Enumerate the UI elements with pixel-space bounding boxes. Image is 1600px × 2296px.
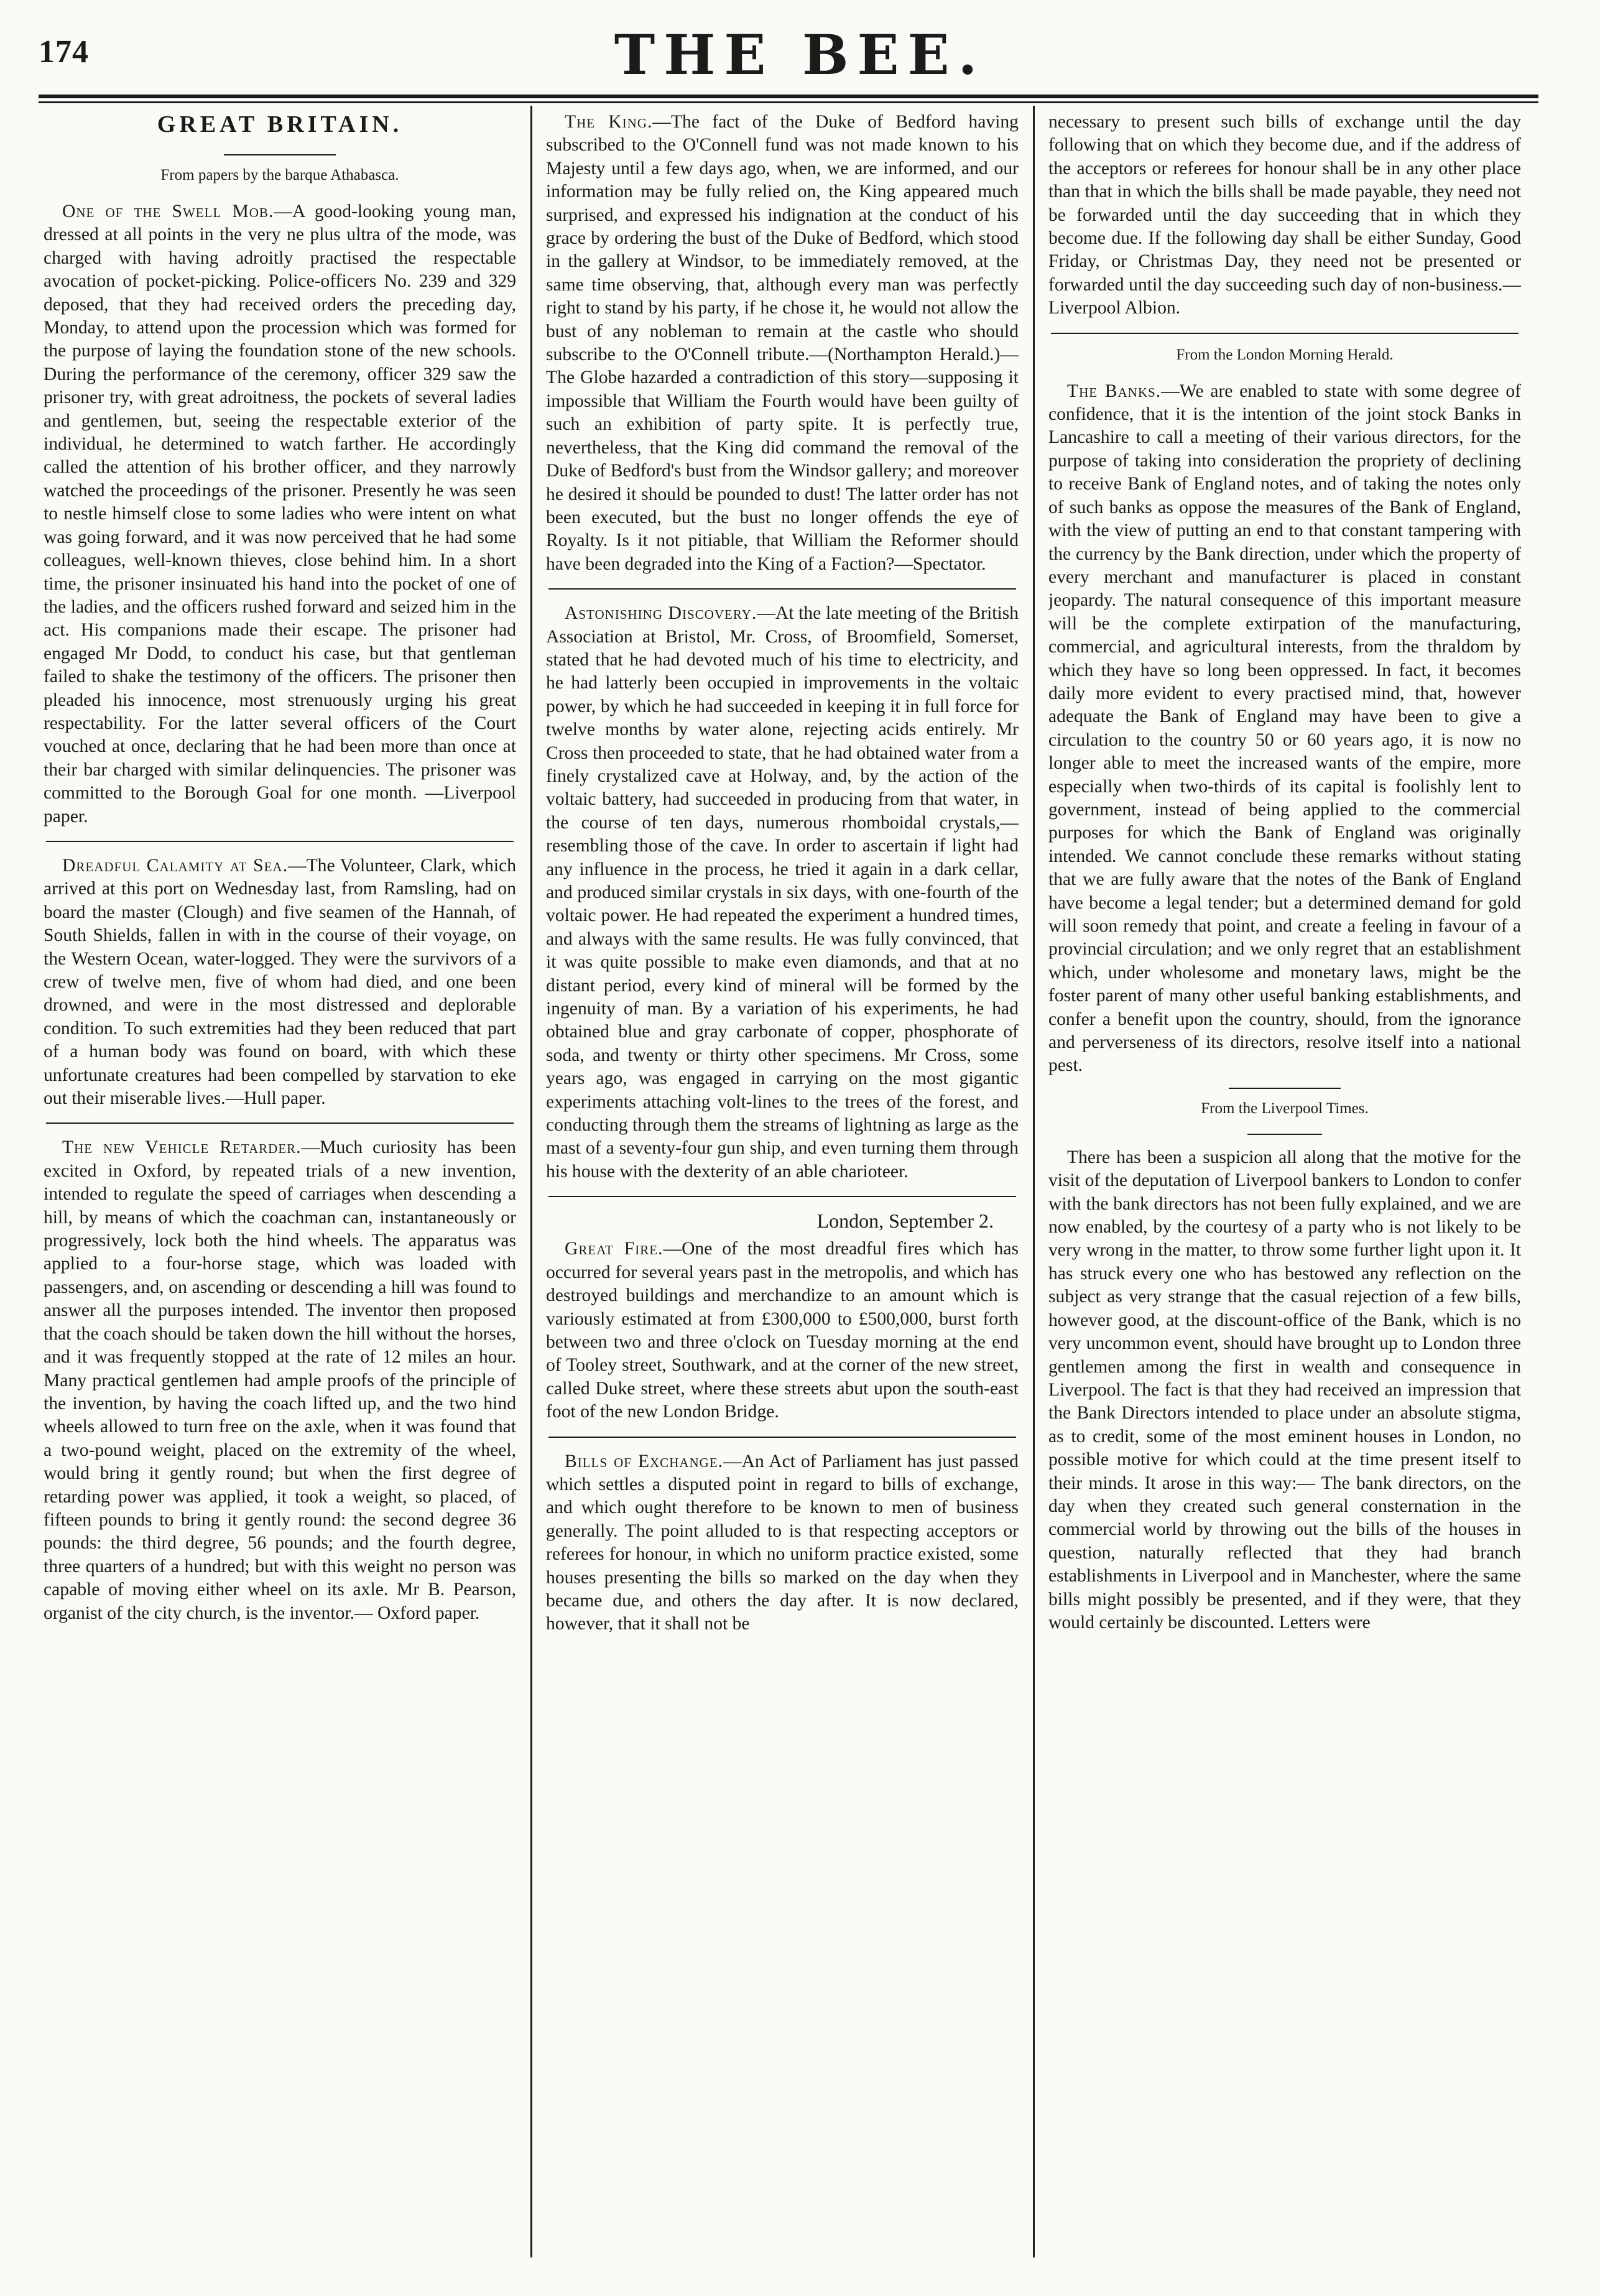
- source-line: From papers by the barque Athabasca.: [160, 167, 399, 183]
- masthead-rule-thick: [39, 95, 1538, 98]
- article-divider: [1051, 333, 1519, 334]
- article-calamity-at-sea: [44, 854, 516, 1110]
- article-kicker: Astonishing Discovery.: [565, 603, 757, 624]
- article-body: —Much curiosity has been excited in Oxford, by repeated trials of a new invention, intended to regulate the speed of carriages when descending a hill, by means of which the coachman can, instantaneously or progressively, lock both the hind wheels. The apparatus was applied to a four-horse stage, which was loaded with passengers, and, on ascending or descending a hill was found to answer all the purposes intended. The inventor then proposed that the coach should be taken down the hill without the horses, and it was frequently stopped at the rate of 12 miles an hour. Many practical gentlemen had ample proofs of the principle of the invention, by having the coach lifted up, and the two hind wheels allowed to turn free on the axle, when it was found that a two-pound weight, placed on the extremity of the wheel, would bring it gently round; but when the first degree of retarding power was applied, it took a weight, so placed, of fifteen pounds to bring it gently round: the second degree 36 pounds: the third degree, 56 pounds; and the fourth degree, three quarters of a hundred; but with this weight no person was capable of moving either wheel on its axle. Mr B. Pearson, organist of the city church, is the inventor.— Oxford paper.: [44, 1137, 516, 1623]
- article-astonishing-discovery: [546, 602, 1019, 1183]
- article-body: —The Volunteer, Clark, which arrived at this port on Wednesday last, from Ramsling, had on board the master (Clough) and five seamen of the Hannah, of South Shields, fallen in with in the course of their voyage, on the Western Ocean, water-logged. They were the survivors of a crew of twelve men, five of whom had died, and one been drowned, and were in the most distressed and deplorable condition. To such extremities had they been reduced that part of a human body was found on board, with which these unfortunate creatures had been compelled by starvation to eke out their miserable lives.—Hull paper.: [44, 855, 516, 1109]
- article-body: —We are enabled to state with some degree of confidence, that it is the intention of the joint stock Banks in Lancashire to call a meeting of their various directors, for the purpose of taking into consideration the propriety of declining to receive Bank of England notes, and of taking the notes only of such banks as oppose the measures of the Bank of England, with the view of putting an end to that constant tampering with the currency by the Bank direction, under which the property of every merchant and manufacturer is placed in constant jeopardy. The natural consequence of this important measure will be the complete extirpation of the manufacturing, commercial, and agricultural interests, from the thraldom by which they have so long been oppressed. In fact, it becomes daily more evident to every practised mind, that, however adequate the Bank of England may have been to give a circulation to the country 50 or 60 years ago, it is now no longer able to meet the increased wants of the empire, more especially when two-thirds of its capital is foolishly lent to government, instead of being applied to the commercial purposes for which the Bank of England was originally intended. We cannot conclude these remarks without stating that we are fully aware that the notes of the Bank of England have become a legal tender; but a determined demand for gold will soon remedy that point, and create a feeling in favour of a provincial circulation; and we only regret that an establishment which, under wholesome and monetary laws, might be the foster parent of many other useful banking establishments, and confer a benefit upon the country, should, from the ignorance and perverseness of its directors, resolve itself into a national pest.: [1048, 381, 1521, 1076]
- article-divider: [548, 1437, 1016, 1438]
- article-kicker: Great Fire.: [565, 1239, 664, 1259]
- article-kicker: One of the Swell Mob.: [62, 201, 274, 221]
- article-divider: [548, 588, 1016, 590]
- article-body: —An Act of Parliament has just passed which settles a disputed point in regard to bills of exchange, and which ought therefore to be known to men of business generally. The point alluded to is that respecting acceptors or referees for honour, in which no uniform practice existed, some houses presenting the bills so marked on the day when they became due, and others the day after. It is now declared, however, that it shall not be: [546, 1451, 1019, 1634]
- article-bills-of-exchange: [546, 1450, 1019, 1636]
- article-swell-mob: [44, 200, 516, 828]
- column-2: [546, 111, 1019, 2250]
- source-line: From the London Morning Herald.: [1176, 346, 1394, 363]
- article-body: —One of the most dreadful fires which has occurred for several years past in the metropolis, and which has destroyed buildings and merchandize to an amount which is variously estimated at from £300,000 to £500,000, burst forth between two and three o'clock on Tuesday morning at the end of Tooley street, Southwark, and at the corner of the new street, called Duke street, where these streets abut upon the south-east foot of the new London Bridge.: [546, 1239, 1019, 1422]
- article-the-banks: [1048, 380, 1521, 1078]
- article-continuation: necessary to present such bills of exchange until the day following that on which they become due, and if the address of the acceptors or referees for honour shall be in any other place than that in which the bills shall be made payable, they need not be forwarded until the day succeeding that in which they become due. If the following day shall be either Sunday, Good Friday, or Christmas Day, they need not be presented or forwarded until the day succeeding such day of non-business.— Liverpool Albion.: [1048, 112, 1521, 318]
- article-divider: [46, 841, 514, 842]
- column-1: [44, 111, 516, 2250]
- article-body: —At the late meeting of the British Association at Bristol, Mr. Cross, of Broomfield, Somerset, stated that he had devoted much of his time to electricity, and he had latterly been occupied in improvements in the voltaic power, by which he had succeeded in keeping it in full force for twelve months by water alone, rejecting acids entirely. Mr Cross then proceeded to state, that he had obtained water from a finely crystalized cave at Holway, and, by the action of the voltaic battery, had succeeded in producing from that water, in the course of ten days, numerous rhomboidal crystals,—resembling those of the cave. In order to ascertain if light had any influence in the process, he tried it again in a dark cellar, and produced similar crystals in six days, with one-fourth of the voltaic power. He had repeated the experiment a hundred times, and always with the same results. He was fully convinced, that it was quite possible to make even diamonds, and that at no distant period, every kind of mineral will be formed by the ingenuity of man. By a variation of his experiments, he had obtained blue and gray carbonate of copper, phosphorate of soda, and twenty or thirty other specimens. Mr Cross, some years ago, was engaged in carrying on the most gigantic experiments attaching volt-lines to the trees of the forest, and conducting through them the streams of lightning as large as the mast of a seventy-four gun ship, and even turning them through his house with the dexterity of an able charioteer.: [546, 603, 1019, 1182]
- article-vehicle-retarder: [44, 1136, 516, 1625]
- section-title: GREAT BRITAIN.: [157, 111, 403, 137]
- source-line: From the Liverpool Times.: [1201, 1099, 1369, 1117]
- article-great-fire: [546, 1238, 1019, 1423]
- masthead-rule-thin: [39, 101, 1538, 103]
- column-divider-1: [530, 106, 532, 2257]
- article-kicker: Dreadful Calamity at Sea.: [62, 855, 289, 876]
- article-kicker: Bills of Exchange.: [565, 1451, 724, 1471]
- dateline: London, September 2.: [816, 1210, 994, 1233]
- column-3: [1048, 111, 1521, 2250]
- section-rule: [1229, 1088, 1341, 1089]
- article-divider: [46, 1123, 514, 1124]
- article-kicker: The Banks.: [1067, 381, 1162, 401]
- article-liverpool-times: There has been a suspicion all along that the motive for the visit of the deputation of Liverpool bankers to London to confer with the bank directors has not been fully explained, and we are now enabled, by the courtesy of a party who is not likely to be very wrong in the matter, to throw some further light upon it. It has struck every one who has bestowed any reflection on the subject as very strange that the casual rejection of a few bills, however good, at the discount-office of the Bank, which is no very uncommon event, should have brought up to London three gentlemen among the first in wealth and consequence in Liverpool. The fact is that they had received an impression that the Bank Directors intended to place under an absolute stigma, as to credit, some of the most eminent houses in London, no possible motive for which could at the time present itself to their minds. It arose in this way:— The bank directors, on the day when they created such general consternation in the commercial world by throwing out the bills of the houses in question, naturally reflected that they had branch establishments in Liverpool and in Manchester, where the same bills might possibly be presented, and if they were, that they would certainly be discounted. Letters were: [1048, 1147, 1521, 1632]
- article-kicker: The new Vehicle Retarder.: [62, 1137, 302, 1158]
- article-body: —The fact of the Duke of Bedford having subscribed to the O'Connell fund was not made known to his Majesty until a few days ago, when, we are informed, and our information may be fully relied on, the King appeared much surprised, and expressed his indignation at the conduct of his grace by ordering the bust of the Duke of Bedford, which stood in the gallery at Windsor, to be immediately removed, at the same time observing, that, although every man was perfectly right to stand by his party, if he chose it, he would not allow the bust of any nobleman to remain at the castle who should subscribe to the O'Connell tribute.—(Northampton Herald.)—The Globe hazarded a contradiction of this story—supposing it impossible that William the Fourth would have been guilty of such an exhibition of party spite. It is perfectly true, nevertheless, that the King did command the removal of the Duke of Bedford's bust from the Windsor gallery; and moreover he desired it should be pounded to dust! The latter order has not been executed, but the bust no longer offends the eye of Royalty. Is it not pitiable, that William the Reformer should have been degraded into the King of a Faction?—Spectator.: [546, 112, 1019, 574]
- column-divider-2: [1033, 106, 1035, 2257]
- section-rule: [1247, 1134, 1322, 1135]
- article-body: —A good-looking young man, dressed at all points in the very ne plus ultra of the mode, was charged with having adroitly practised the respectable avocation of pocket-picking. Police-officers No. 239 and 329 deposed, that they had received orders the preceding day, Monday, to attend upon the procession which was formed for the purpose of laying the foundation stone of the new schools. During the performance of the ceremony, officer 329 saw the prisoner try, with great adroitness, the pockets of several ladies and gentlemen, but, seeing the respectable exterior of the individual, he determined to watch farther. He accordingly called the attention of his brother officer, and they narrowly watched the proceedings of the prisoner. Presently he was seen to nestle himself close to some ladies who were intent on what was going forward, and it was now perceived that he had some colleagues, well-known thieves, close behind him. In a short time, the prisoner insinuated his hand into the pocket of one of the ladies, and the officers rushed forward and seized him in the act. His companions made their escape. The prisoner had engaged Mr Dodd, to conduct his case, but that gentleman failed to shake the testimony of the officers. The prisoner then pleaded his innocence, most strenuously urging his great respectability. For the latter several officers of the Court vouched at once, declaring that he had been more than once at their bar charged with similar delinquencies. The prisoner was committed to the Borough Goal for one month. —Liverpool paper.: [44, 201, 516, 826]
- page-number: 174: [39, 34, 89, 70]
- article-the-king: [546, 111, 1019, 576]
- article-divider: [548, 1196, 1016, 1197]
- masthead-title: THE BEE.: [614, 22, 986, 87]
- article-kicker: The King.: [565, 112, 653, 132]
- section-rule: [224, 154, 336, 155]
